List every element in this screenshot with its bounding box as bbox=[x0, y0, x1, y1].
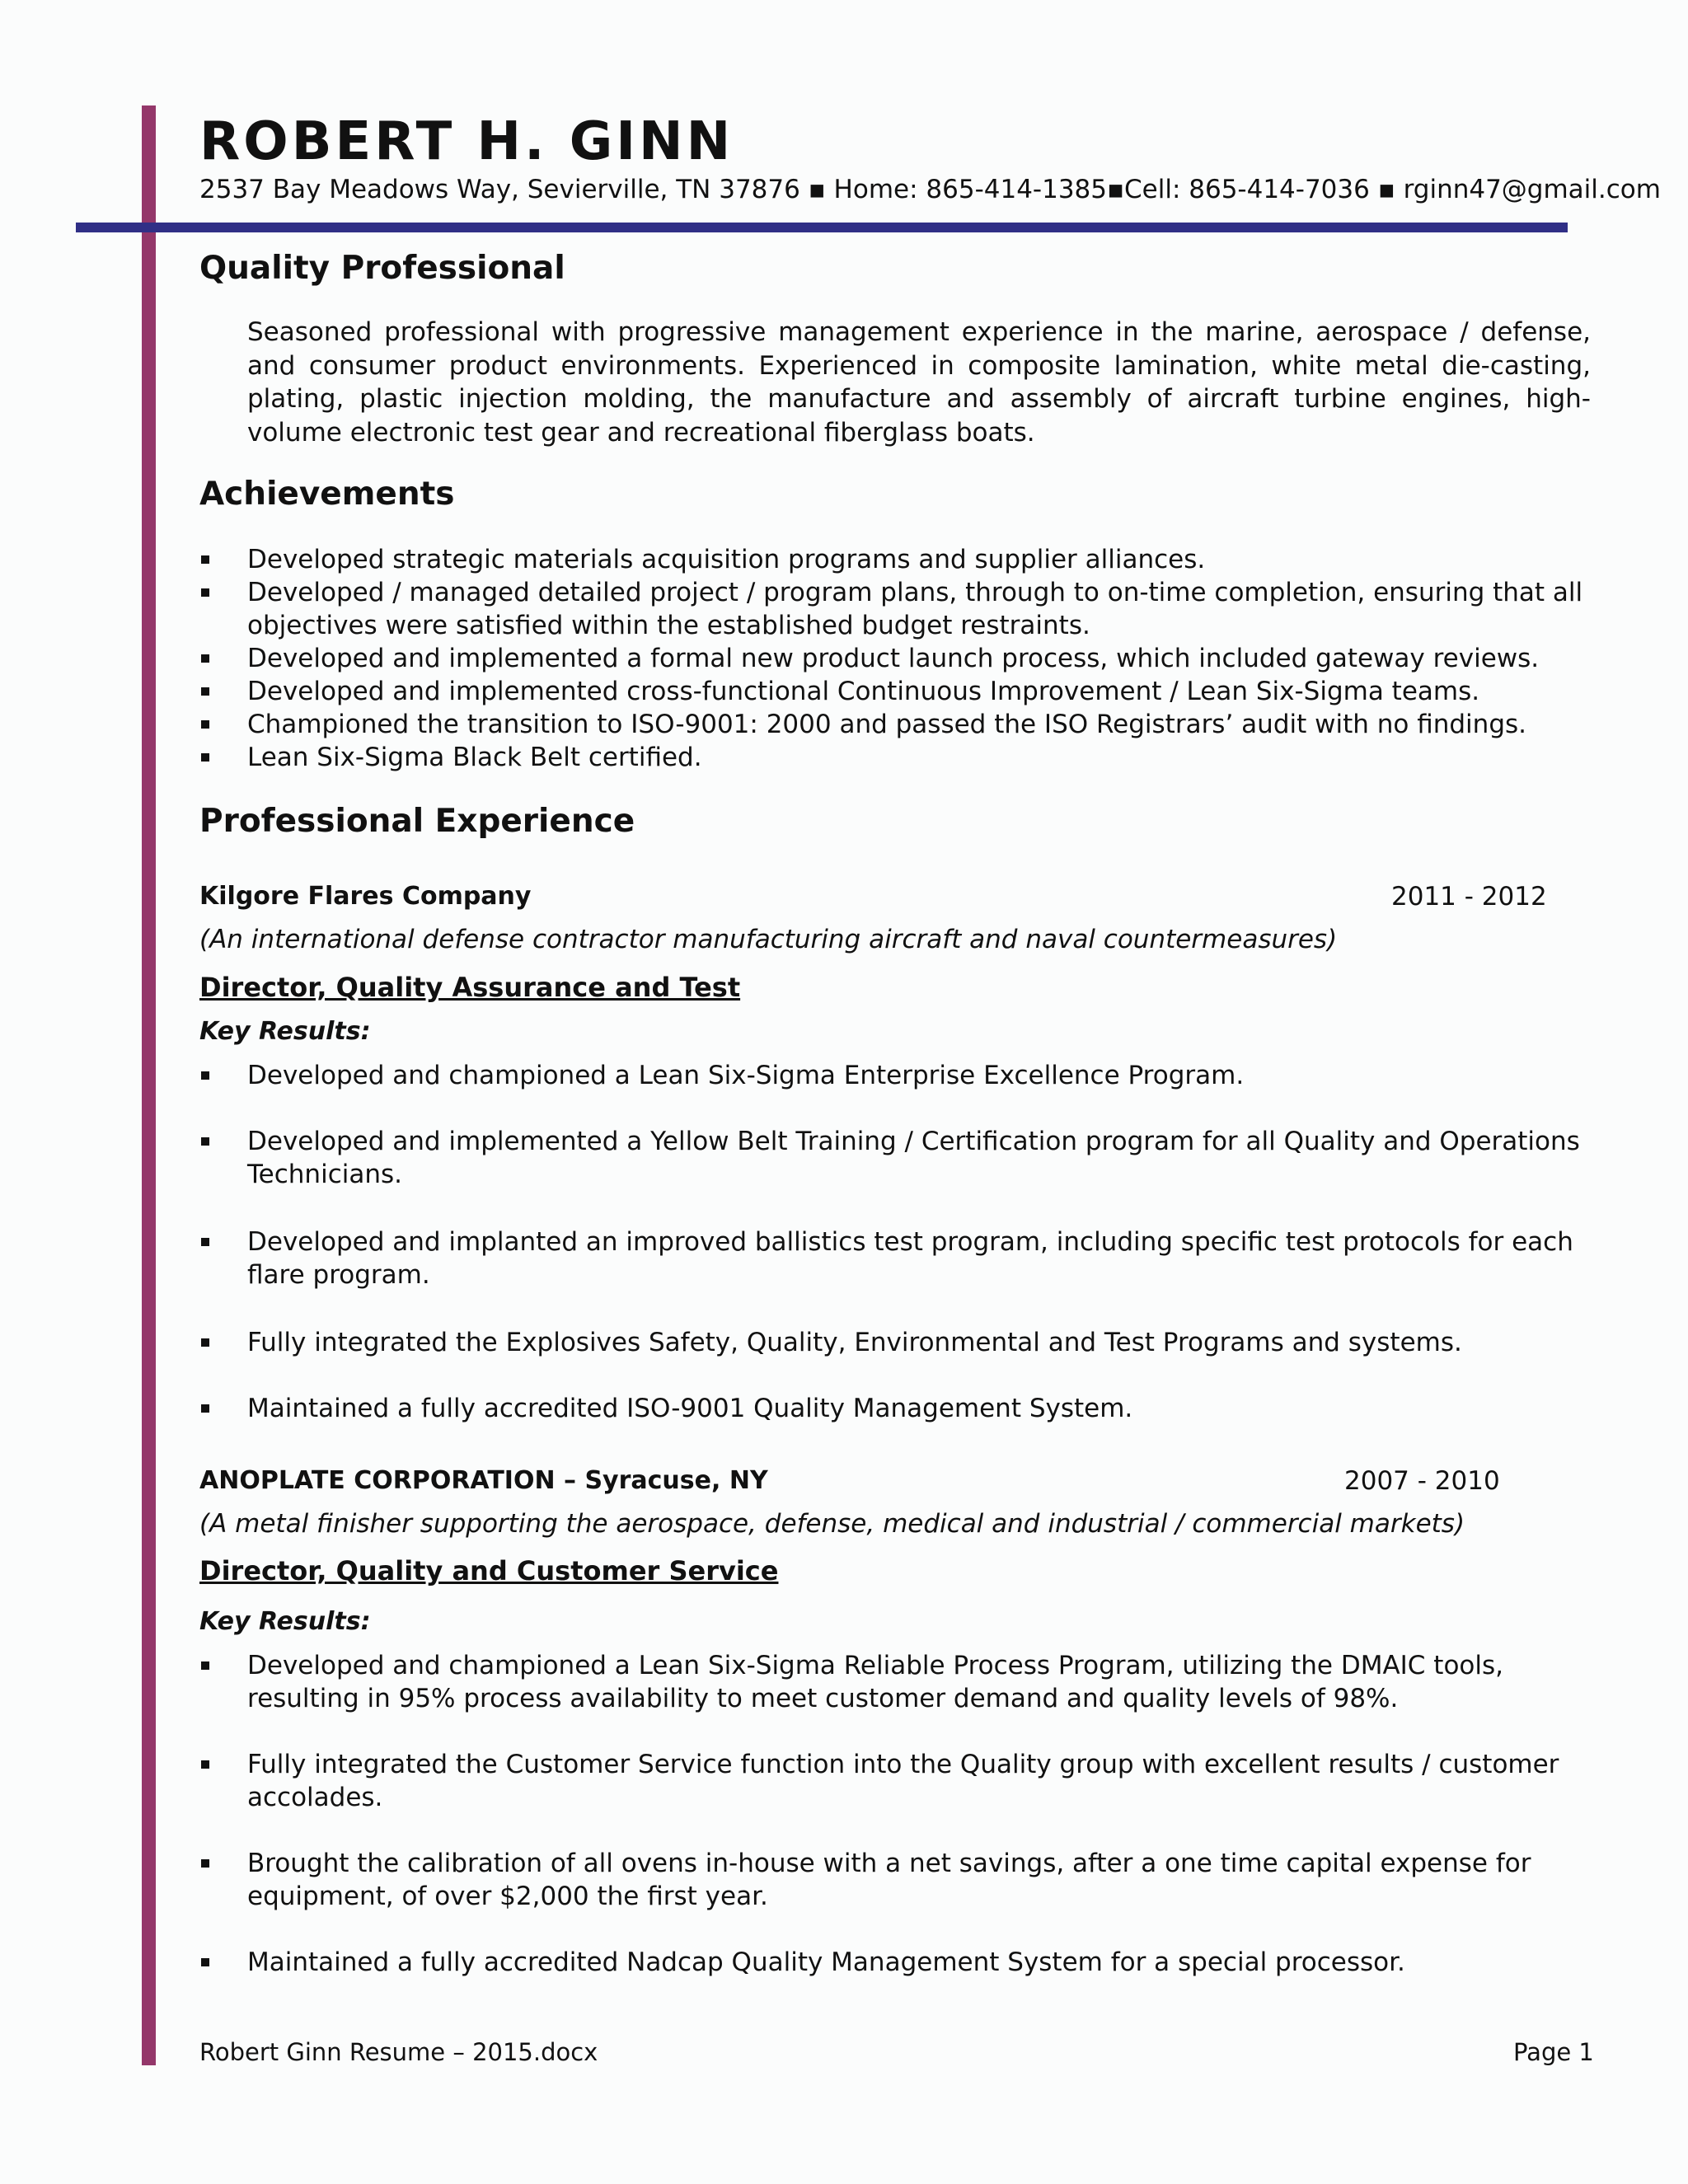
bullet-icon bbox=[201, 555, 209, 564]
bullet-icon bbox=[201, 1404, 209, 1413]
bullet-icon bbox=[201, 753, 209, 762]
job-title: Director, Quality Assurance and Test bbox=[199, 972, 741, 1003]
bullet-icon bbox=[201, 654, 209, 663]
list-item: Brought the calibration of all ovens in-house with a net savings, after a one time capital expense for equipment, of over $2,000 the first year. bbox=[199, 1847, 1591, 1913]
bullet-icon bbox=[201, 1760, 209, 1769]
bullet-icon bbox=[201, 1338, 209, 1347]
job-dates: 2011 - 2012 bbox=[1391, 882, 1547, 912]
experience-heading: Professional Experience bbox=[199, 803, 635, 840]
footer-page-number: Page 1 bbox=[1513, 2038, 1594, 2066]
summary-text: Seasoned professional with progressive management experience in the marine, aerospace / defense, and consumer product environments. Experienced in composite lamination, white metal die-casting, plating, plastic injection molding, the manufacture and assembly of aircraft turbine engines, high-volume electronic test gear and recreational fiberglass boats. bbox=[247, 317, 1591, 448]
list-item: Developed / managed detailed project / program plans, through to on-time completion, ensuring that all objectives were satisfied within the established budget restraints. bbox=[199, 576, 1591, 642]
key-results-label: Key Results: bbox=[199, 1017, 371, 1046]
bullet-icon bbox=[201, 1137, 209, 1146]
bullet-icon bbox=[201, 1661, 209, 1670]
footer-filename: Robert Ginn Resume – 2015.docx bbox=[199, 2038, 598, 2066]
job-title: Director, Quality and Customer Service bbox=[199, 1555, 779, 1586]
job-company: ANOPLATE CORPORATION – Syracuse, NY bbox=[199, 1466, 768, 1495]
list-item: Lean Six-Sigma Black Belt certified. bbox=[199, 741, 1591, 774]
job-company: Kilgore Flares Company bbox=[199, 882, 532, 911]
job-dates: 2007 - 2010 bbox=[1344, 1466, 1500, 1496]
achievements-heading: Achievements bbox=[199, 476, 455, 513]
list-item: Maintained a fully accredited Nadcap Quality Management System for a special processor. bbox=[199, 1946, 1591, 1979]
list-item: Developed and implemented cross-functional Continuous Improvement / Lean Six-Sigma teams. bbox=[199, 675, 1591, 708]
contact-line: 2537 Bay Meadows Way, Sevierville, TN 37876 ▪ Home: 865-414-1385▪Cell: 865-414-7036 ▪ rginn47@gmail.com bbox=[199, 175, 1661, 204]
list-item: Developed and championed a Lean Six-Sigma Reliable Process Program, utilizing the DMAIC tools, resulting in 95% process availability to meet customer demand and quality levels of 98%. bbox=[199, 1649, 1591, 1715]
key-results-label: Key Results: bbox=[199, 1607, 371, 1636]
job-description: (An international defense contractor manufacturing aircraft and naval countermeasures) bbox=[199, 925, 1338, 954]
bullet-icon bbox=[201, 588, 209, 597]
job-results-list bbox=[199, 1649, 1591, 1979]
candidate-name: ROBERT H. GINN bbox=[199, 111, 734, 172]
list-item: Developed and implemented a Yellow Belt Training / Certification program for all Quality and Operations Technicians. bbox=[199, 1125, 1591, 1191]
list-item: Developed and implemented a formal new product launch process, which included gateway reviews. bbox=[199, 642, 1591, 675]
bullet-icon bbox=[201, 1958, 209, 1966]
list-item: Fully integrated the Explosives Safety, Quality, Environmental and Test Programs and systems. bbox=[199, 1326, 1591, 1359]
bullet-icon bbox=[201, 1071, 209, 1080]
bullet-icon bbox=[201, 1859, 209, 1868]
list-item: Maintained a fully accredited ISO-9001 Quality Management System. bbox=[199, 1392, 1591, 1425]
achievements-list bbox=[199, 543, 1591, 774]
summary-heading: Quality Professional bbox=[199, 250, 565, 287]
job-results-list bbox=[199, 1059, 1591, 1425]
bullet-icon bbox=[201, 687, 209, 696]
list-item: Fully integrated the Customer Service function into the Quality group with excellent results / customer accolades. bbox=[199, 1748, 1591, 1814]
list-item: Championed the transition to ISO-9001: 2000 and passed the ISO Registrars’ audit with no findings. bbox=[199, 708, 1591, 741]
list-item: Developed strategic materials acquisition programs and supplier alliances. bbox=[199, 543, 1591, 576]
bullet-icon bbox=[201, 720, 209, 729]
left-accent-bar bbox=[142, 105, 156, 2065]
header-divider bbox=[76, 223, 1568, 232]
job-description: (A metal finisher supporting the aerospace, defense, medical and industrial / commercial markets) bbox=[199, 1509, 1465, 1539]
list-item: Developed and championed a Lean Six-Sigma Enterprise Excellence Program. bbox=[199, 1059, 1591, 1092]
bullet-icon bbox=[201, 1238, 209, 1246]
list-item: Developed and implanted an improved ballistics test program, including specific test protocols for each flare program. bbox=[199, 1226, 1591, 1291]
